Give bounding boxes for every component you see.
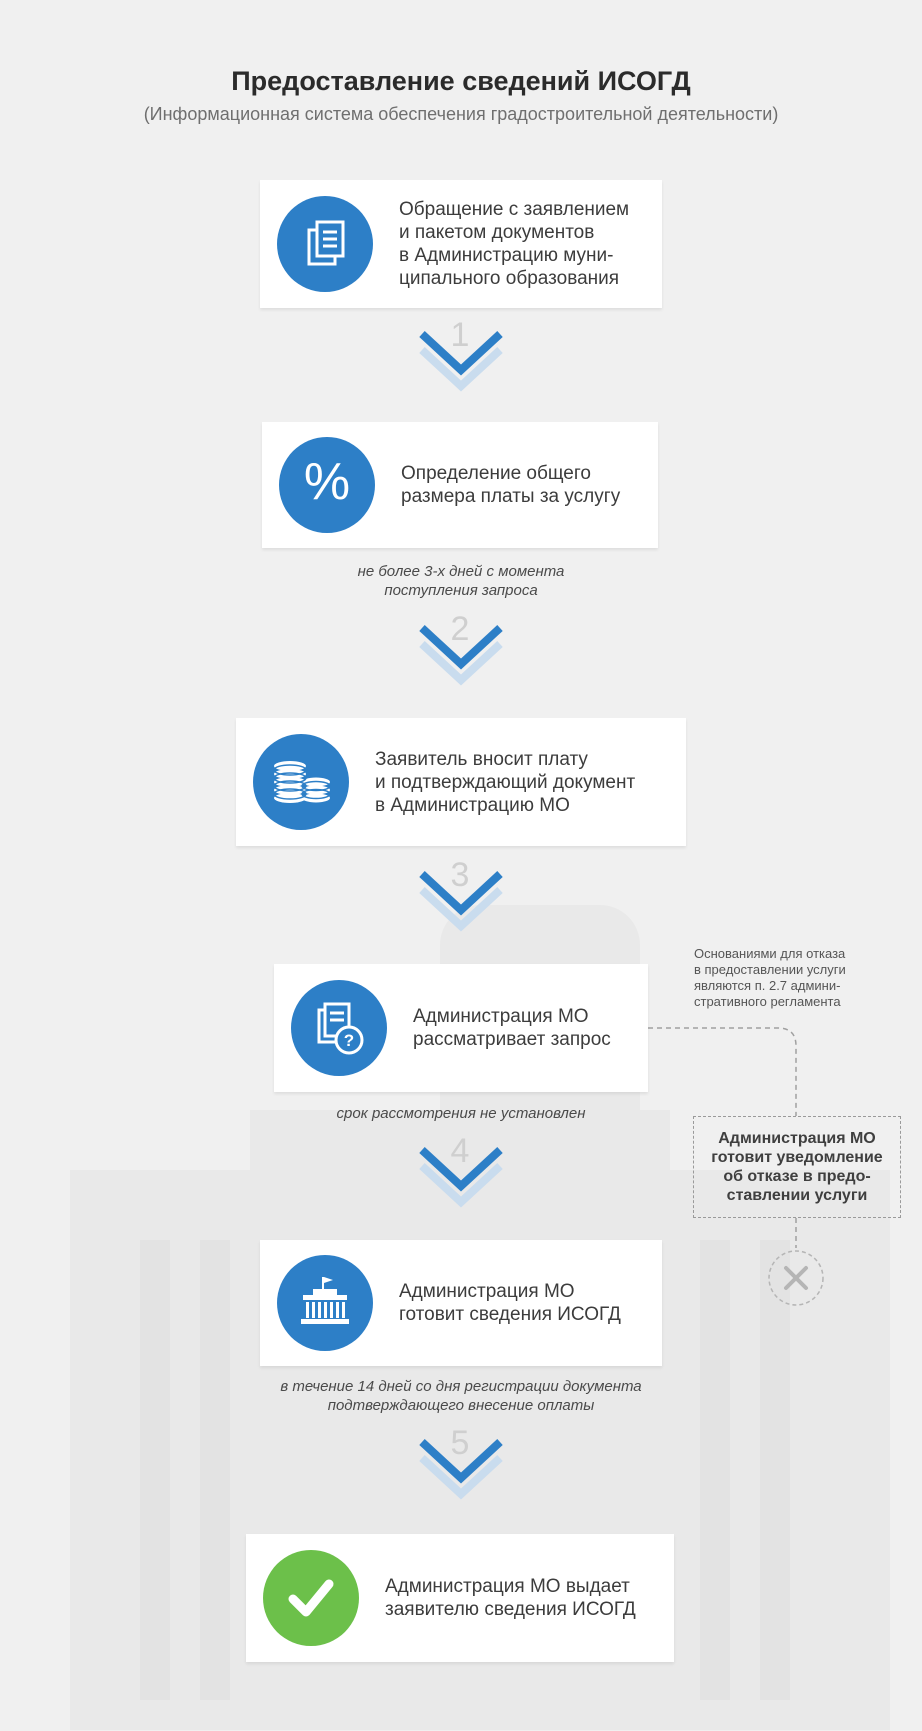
- step-number-1: 1: [450, 316, 470, 354]
- step-text-6: Администрация МО выдает заявителю сведения ИСОГД: [385, 1576, 636, 1620]
- svg-text:?: ?: [343, 1031, 355, 1050]
- chevron-down-icon: [416, 870, 506, 940]
- page-subtitle: (Информационная система обеспечения градостроительной деятельности): [143, 104, 779, 124]
- chevron-down-icon: [416, 1146, 506, 1216]
- government-building-icon: [277, 1255, 373, 1351]
- chevron-down-icon: [416, 624, 506, 694]
- step-card-5: [260, 1240, 662, 1366]
- document-question-icon: [291, 980, 387, 1076]
- refusal-notice-box: Администрация МО готовит уведомление об отказе в предо- ставлении услуги: [693, 1116, 901, 1218]
- step-card-3: [236, 718, 686, 846]
- coins-icon: [253, 734, 349, 830]
- refusal-basis-note: Основаниями для отказа в предоставлении услуги являются п. 2.7 админи- стративного регламента: [694, 946, 846, 1009]
- step-text-3: Заявитель вносит плату и подтверждающий документ в Администрацию МО: [375, 748, 636, 816]
- documents-icon: [277, 196, 373, 292]
- step-card-2: [262, 422, 658, 548]
- checkmark-icon: [263, 1550, 359, 1646]
- step-number-4: 4: [450, 1132, 470, 1170]
- timing-note-1: не более 3-х дней с момента поступления запроса: [357, 563, 565, 599]
- refusal-cross-icon: [766, 1248, 826, 1308]
- svg-text:%: %: [303, 453, 351, 511]
- step-number-5: 5: [450, 1424, 470, 1462]
- step-card-4: [274, 964, 648, 1092]
- page-title: Предоставление сведений ИСОГД: [231, 66, 691, 96]
- timing-note-3: в течение 14 дней со дня регистрации документа подтверждающего внесение оплаты: [280, 1378, 642, 1414]
- percent-icon: [279, 437, 375, 533]
- step-text-2: Определение общего размера платы за услугу: [401, 463, 621, 507]
- step-card-1: [260, 180, 662, 308]
- step-number-2: 2: [450, 610, 470, 648]
- chevron-down-icon: [416, 1438, 506, 1508]
- step-card-6: [246, 1534, 674, 1662]
- step-number-3: 3: [450, 856, 470, 894]
- step-text-1: Обращение с заявлением и пакетом документов в Администрацию муни- ципального образования: [399, 199, 630, 289]
- step-text-5: Администрация МО готовит сведения ИСОГД: [399, 1281, 621, 1325]
- timing-note-2: срок рассмотрения не установлен: [336, 1105, 586, 1122]
- chevron-down-icon: [416, 330, 506, 400]
- step-text-4: Администрация МО рассматривает запрос: [413, 1006, 611, 1050]
